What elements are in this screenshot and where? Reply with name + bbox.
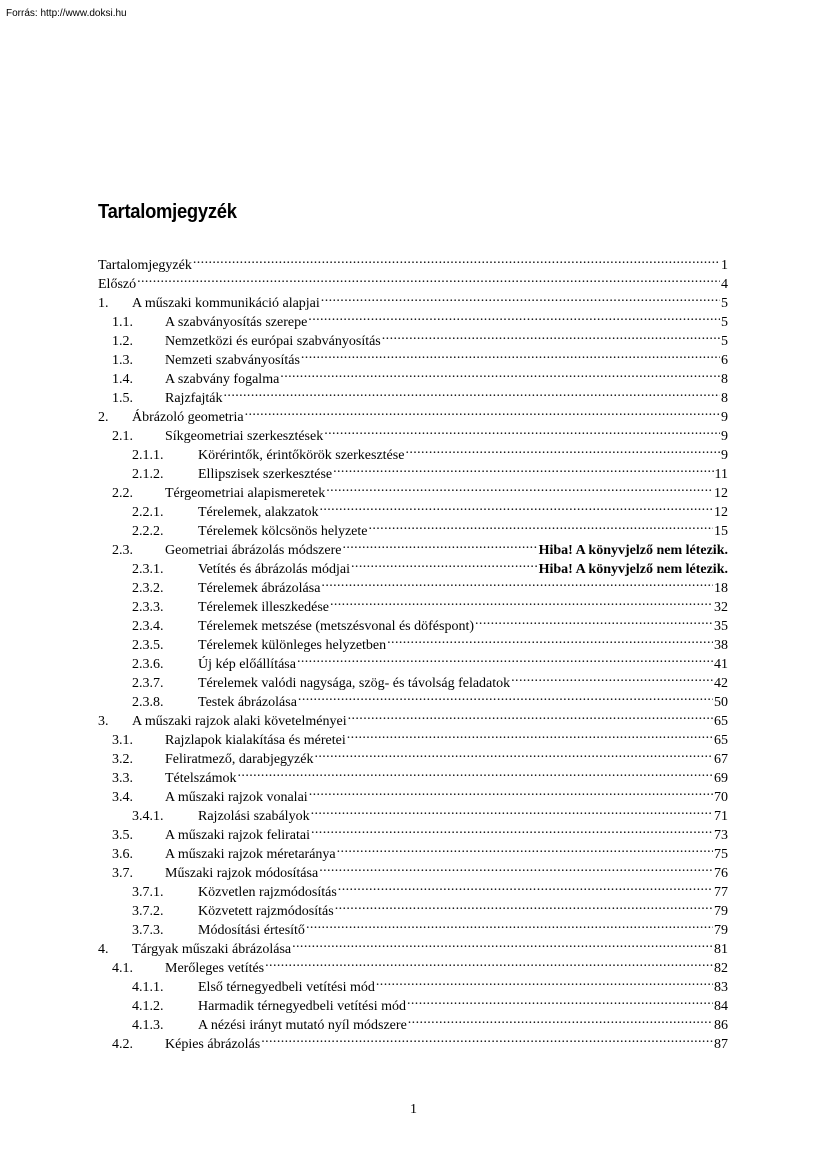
toc-entry-page: 32	[714, 600, 728, 615]
toc-entry-number: 1.	[98, 296, 109, 311]
toc-entry[interactable]	[98, 269, 728, 292]
toc-entry-page: 8	[721, 391, 728, 406]
toc-entry-title: Rajzfajták	[165, 391, 223, 406]
dot-leader	[382, 326, 720, 345]
toc-entry-title: A műszaki rajzok vonalai	[165, 790, 308, 805]
toc-entry-page: 41	[714, 657, 728, 672]
toc-entry-number: 2.3.2.	[132, 581, 164, 596]
dot-leader	[308, 307, 720, 326]
toc-entry-page: 79	[714, 923, 728, 938]
toc-entry-title: Síkgeometriai szerkesztések	[165, 429, 324, 444]
toc-entry-title: Körérintők, érintőkörök szerkesztése	[198, 448, 405, 463]
toc-entry-page: 8	[721, 372, 728, 387]
toc-entry-number: 4.1.2.	[132, 999, 164, 1014]
toc-entry-number: 2.2.1.	[132, 505, 164, 520]
toc-entry-page: 12	[714, 486, 728, 501]
toc-entry-title: A szabvány fogalma	[165, 372, 280, 387]
toc-entry-title: Térelemek különleges helyzetben	[198, 638, 387, 653]
toc-entry-number: 3.7.3.	[132, 923, 164, 938]
dot-leader	[306, 915, 713, 934]
toc-entry-page: 1	[721, 258, 728, 273]
toc-entry-title: Rajzolási szabályok	[198, 809, 310, 824]
toc-entry-page: 82	[714, 961, 728, 976]
toc-entry-number: 4.1.3.	[132, 1018, 164, 1033]
toc-entry-title: A nézési irányt mutató nyíl módszere	[198, 1018, 407, 1033]
dot-leader	[314, 744, 713, 763]
toc-entry-title: Térgeometriai alapismeretek	[165, 486, 326, 501]
toc-entry-page: 84	[714, 999, 728, 1014]
toc-entry-number: 2.	[98, 410, 109, 425]
dot-leader	[298, 687, 713, 706]
toc-entry[interactable]	[98, 288, 728, 311]
toc-entry-page: 67	[714, 752, 728, 767]
dot-leader	[301, 345, 720, 364]
toc-entry-page: 73	[714, 828, 728, 843]
toc-entry-title: Geometriai ábrázolás módszere	[165, 543, 342, 558]
toc-entry-number: 3.4.	[112, 790, 133, 805]
table-of-contents	[98, 250, 728, 1052]
dot-leader	[321, 573, 713, 592]
toc-entry-number: 2.3.5.	[132, 638, 164, 653]
toc-entry-number: 2.3.3.	[132, 600, 164, 615]
page-title: Tartalomjegyzék	[98, 201, 237, 223]
toc-entry-title: Előszó	[98, 277, 137, 292]
toc-entry-page: 65	[714, 733, 728, 748]
toc-entry-page: 12	[714, 505, 728, 520]
toc-entry-number: 4.	[98, 942, 109, 957]
toc-entry-number: 2.2.2.	[132, 524, 164, 539]
toc-entry-page: 6	[721, 353, 728, 368]
toc-entry-page: 5	[721, 334, 728, 349]
toc-entry-title: Képies ábrázolás	[165, 1037, 261, 1052]
toc-entry-page: 35	[714, 619, 728, 634]
page-number: 1	[410, 1102, 417, 1117]
toc-entry-number: 3.7.1.	[132, 885, 164, 900]
toc-entry-number: 3.1.	[112, 733, 133, 748]
dot-leader	[376, 972, 713, 991]
toc-entry-title: Ellipszisek szerkesztése	[198, 467, 333, 482]
toc-entry-page: 9	[721, 448, 728, 463]
dot-leader	[405, 440, 720, 459]
toc-entry-title: Tételszámok	[165, 771, 237, 786]
dot-leader	[337, 839, 713, 858]
toc-entry-number: 4.2.	[112, 1037, 133, 1052]
toc-entry-page: 75	[714, 847, 728, 862]
toc-entry-number: 4.1.1.	[132, 980, 164, 995]
toc-entry-page: 86	[714, 1018, 728, 1033]
toc-entry-page: 5	[721, 315, 728, 330]
toc-entry-title: A műszaki kommunikáció alapjai	[132, 296, 320, 311]
toc-entry-page: 38	[714, 638, 728, 653]
dot-leader	[408, 1010, 713, 1029]
dot-leader	[265, 953, 713, 972]
toc-entry-title: Közvetlen rajzmódosítás	[198, 885, 337, 900]
toc-entry-number: 3.5.	[112, 828, 133, 843]
toc-entry-title: Tartalomjegyzék	[98, 258, 192, 273]
toc-entry-number: 3.4.1.	[132, 809, 164, 824]
dot-leader	[280, 364, 720, 383]
dot-leader	[387, 630, 713, 649]
toc-entry-title: Rajzlapok kialakítása és méretei	[165, 733, 346, 748]
toc-entry-title: A szabványosítás szerepe	[165, 315, 308, 330]
toc-entry-page: 9	[721, 410, 728, 425]
dot-leader	[224, 383, 720, 402]
toc-entry-title: Közvetett rajzmódosítás	[198, 904, 334, 919]
toc-entry-page: Hiba! A könyvjelző nem létezik.	[538, 543, 728, 558]
source-note: Forrás: http://www.doksi.hu	[6, 8, 127, 19]
toc-entry-page: 18	[714, 581, 728, 596]
toc-entry-title: Térelemek kölcsönös helyzete	[198, 524, 368, 539]
toc-entry-number: 2.1.2.	[132, 467, 164, 482]
toc-entry-number: 2.3.4.	[132, 619, 164, 634]
toc-entry-number: 2.3.7.	[132, 676, 164, 691]
dot-leader	[338, 877, 713, 896]
toc-entry-page: 81	[714, 942, 728, 957]
dot-leader	[368, 516, 713, 535]
toc-entry-title: Testek ábrázolása	[198, 695, 297, 710]
toc-entry-title: Feliratmező, darabjegyzék	[165, 752, 314, 767]
dot-leader	[347, 725, 713, 744]
toc-entry-title: Tárgyak műszaki ábrázolása	[132, 942, 292, 957]
toc-entry-number: 1.3.	[112, 353, 133, 368]
toc-entry-page: Hiba! A könyvjelző nem létezik.	[538, 562, 728, 577]
toc-entry-number: 2.1.1.	[132, 448, 164, 463]
toc-entry-title: Új kép előállítása	[198, 657, 296, 672]
dot-leader	[193, 250, 720, 269]
dot-leader	[335, 896, 713, 915]
toc-entry-page: 50	[714, 695, 728, 710]
toc-entry-number: 3.	[98, 714, 109, 729]
toc-entry-title: Első térnegyedbeli vetítési mód	[198, 980, 375, 995]
dot-leader	[319, 858, 713, 877]
toc-entry-page: 65	[714, 714, 728, 729]
toc-entry-page: 79	[714, 904, 728, 919]
dot-leader	[245, 402, 720, 421]
toc-entry-title: A műszaki rajzok feliratai	[165, 828, 310, 843]
dot-leader	[137, 269, 720, 288]
toc-entry-number: 2.3.8.	[132, 695, 164, 710]
dot-leader	[261, 1029, 713, 1048]
toc-entry-page: 42	[714, 676, 728, 691]
toc-entry-page: 4	[721, 277, 728, 292]
toc-entry-number: 1.5.	[112, 391, 133, 406]
toc-entry-page: 15	[714, 524, 728, 539]
toc-entry-title: Nemzetközi és európai szabványosítás	[165, 334, 381, 349]
dot-leader	[238, 763, 713, 782]
toc-entry-title: Műszaki rajzok módosítása	[165, 866, 319, 881]
toc-entry-title: Térelemek, alakzatok	[198, 505, 319, 520]
dot-leader	[407, 991, 713, 1010]
toc-entry-page: 76	[714, 866, 728, 881]
toc-entry-title: A műszaki rajzok méretaránya	[165, 847, 336, 862]
dot-leader	[324, 421, 720, 440]
toc-entry-page: 87	[714, 1037, 728, 1052]
toc-entry-number: 1.1.	[112, 315, 133, 330]
toc-entry-page: 69	[714, 771, 728, 786]
toc-entry-number: 4.1.	[112, 961, 133, 976]
toc-entry-number: 3.7.	[112, 866, 133, 881]
toc-entry-page: 83	[714, 980, 728, 995]
toc-entry-number: 3.3.	[112, 771, 133, 786]
dot-leader	[319, 497, 713, 516]
toc-entry-title: Ábrázoló geometria	[132, 410, 244, 425]
toc-entry-title: Térelemek valódi nagysága, szög- és távolság feladatok	[198, 676, 511, 691]
dot-leader	[292, 934, 713, 953]
toc-entry-title: Módosítási értesítő	[198, 923, 305, 938]
toc-entry-title: Térelemek illeszkedése	[198, 600, 329, 615]
toc-entry-page: 5	[721, 296, 728, 311]
dot-leader	[511, 668, 713, 687]
toc-entry-title: Vetítés és ábrázolás módjai	[198, 562, 351, 577]
toc-entry-number: 2.2.	[112, 486, 133, 501]
toc-entry-title: A műszaki rajzok alaki követelményei	[132, 714, 347, 729]
dot-leader	[351, 554, 538, 573]
dot-leader	[330, 592, 713, 611]
dot-leader	[309, 782, 713, 801]
toc-entry-number: 2.3.6.	[132, 657, 164, 672]
toc-entry-title: Harmadik térnegyedbeli vetítési mód	[198, 999, 406, 1014]
toc-entry-number: 2.3.1.	[132, 562, 164, 577]
dot-leader	[342, 535, 537, 554]
toc-entry-number: 3.7.2.	[132, 904, 164, 919]
toc-entry-page: 71	[714, 809, 728, 824]
toc-entry[interactable]	[98, 250, 728, 273]
dot-leader	[311, 820, 713, 839]
dot-leader	[475, 611, 713, 630]
toc-entry-page: 77	[714, 885, 728, 900]
toc-entry-page: 9	[721, 429, 728, 444]
toc-entry-title: Térelemek metszése (metszésvonal és döféspont)	[198, 619, 475, 634]
toc-entry-title: Merőleges vetítés	[165, 961, 265, 976]
toc-entry-number: 1.2.	[112, 334, 133, 349]
dot-leader	[333, 459, 713, 478]
toc-entry-title: Térelemek ábrázolása	[198, 581, 321, 596]
toc-entry-title: Nemzeti szabványosítás	[165, 353, 300, 368]
toc-entry-number: 3.6.	[112, 847, 133, 862]
toc-entry-number: 3.2.	[112, 752, 133, 767]
toc-entry-number: 1.4.	[112, 372, 133, 387]
dot-leader	[348, 706, 713, 725]
toc-entry-page: 11	[714, 467, 728, 482]
toc-entry-page: 70	[714, 790, 728, 805]
dot-leader	[311, 801, 713, 820]
dot-leader	[297, 649, 713, 668]
dot-leader	[326, 478, 713, 497]
toc-entry-number: 2.1.	[112, 429, 133, 444]
dot-leader	[321, 288, 720, 307]
toc-entry-number: 2.3.	[112, 543, 133, 558]
